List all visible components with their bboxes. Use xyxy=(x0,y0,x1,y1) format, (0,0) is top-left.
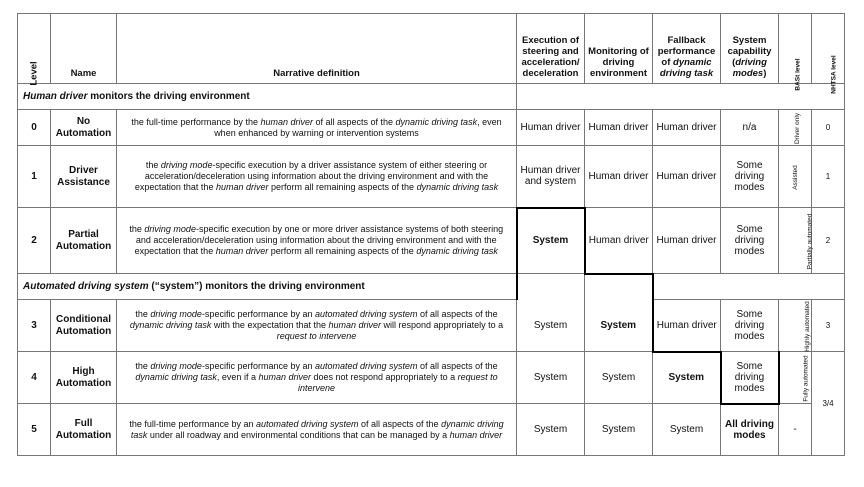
section-auto-spacer xyxy=(517,274,585,300)
bast-cell: Fully automated xyxy=(779,352,812,404)
fallback-cell: System xyxy=(653,404,721,456)
header-capability: System capability (driving modes) xyxy=(721,14,779,84)
narrative-text: -specific performance by an xyxy=(201,309,315,319)
section-auto-label: Automated driving system (“system”) monitors the driving environment xyxy=(18,274,517,300)
bast-cell: Highly automated xyxy=(779,300,812,352)
capability-cell: Some driving modes xyxy=(721,146,779,208)
narrative-text: perform all remaining aspects of the xyxy=(268,246,417,256)
level-number: 1 xyxy=(18,146,51,208)
narrative-term: dynamic driving task xyxy=(416,182,499,192)
level-name: Partial Automation xyxy=(51,208,117,274)
monitoring-cell: System xyxy=(585,404,653,456)
execution-cell: System xyxy=(517,404,585,456)
bast-cell: Assisted xyxy=(779,146,812,208)
bast-cell: Driver only xyxy=(779,110,812,146)
narrative-text: does not respond appropriately to a xyxy=(310,372,458,382)
level-number: 4 xyxy=(18,352,51,404)
level-number: 3 xyxy=(18,300,51,352)
bast-cell: - xyxy=(779,404,812,456)
narrative-text: -specific performance by an xyxy=(201,361,315,371)
monitoring-cell: Human driver xyxy=(585,110,653,146)
fallback-cell: Human driver xyxy=(653,146,721,208)
execution-cell: Human driver xyxy=(517,110,585,146)
capability-cell: Some driving modes xyxy=(721,208,779,274)
nhtsa-cell: 3 xyxy=(812,300,845,352)
header-level: Level xyxy=(18,14,51,84)
narrative-term: driving mode xyxy=(144,224,196,234)
header-execution: Execution of steering and acceleration/ deceleration xyxy=(517,14,585,84)
level-number: 2 xyxy=(18,208,51,274)
execution-cell: Human driver and system xyxy=(517,146,585,208)
narrative-cell xyxy=(117,300,517,352)
narrative-term: human driver xyxy=(260,116,313,127)
narrative-term: dynamic driving task xyxy=(416,246,498,256)
section-human-label: Human driver monitors the driving environment xyxy=(18,84,517,110)
capability-cell: n/a xyxy=(721,110,779,146)
table-row-level-4 xyxy=(18,352,845,404)
narrative-cell xyxy=(117,208,517,274)
narrative-term: human driver xyxy=(215,182,269,192)
narrative-text: the xyxy=(129,224,145,234)
header-narrative: Narrative definition xyxy=(117,14,517,84)
narrative-term: dynamic driving task xyxy=(130,418,504,440)
narrative-term: driving mode xyxy=(150,361,202,371)
table-row-level-0 xyxy=(18,110,845,146)
header-fallback: Fallback performance of dynamic driving task xyxy=(653,14,721,84)
narrative-cell xyxy=(117,404,517,456)
narrative-text: of all aspects of the xyxy=(312,116,396,127)
narrative-term: human driver xyxy=(258,372,311,382)
level-number: 5 xyxy=(18,404,51,456)
fallback-cell: Human driver xyxy=(653,208,721,274)
table-row-level-5 xyxy=(18,404,845,456)
nhtsa-cell: 1 xyxy=(812,146,845,208)
narrative-text: the xyxy=(135,361,151,371)
narrative-term: driving mode xyxy=(160,160,213,170)
header-monitoring: Monitoring of driving environment xyxy=(585,14,653,84)
capability-cell: Some driving modes xyxy=(721,300,779,352)
monitoring-cell: System xyxy=(585,352,653,404)
narrative-cell xyxy=(117,110,517,146)
header-nhtsa: NHTSA level xyxy=(812,14,845,84)
narrative-term: dynamic driving task xyxy=(135,372,217,382)
level-name: Driver Assistance xyxy=(51,146,117,208)
level-number: 0 xyxy=(18,110,51,146)
narrative-text: -specific execution by a driver assistance system of either steering or acceleration/deceleration using information about the driving environment and with the expectation that the xyxy=(134,160,489,192)
table-row-level-2 xyxy=(18,208,845,274)
narrative-text: with the expectation that the xyxy=(211,320,329,330)
table-row-level-3 xyxy=(18,300,845,352)
narrative-text: of all aspects of the xyxy=(417,361,498,371)
header-row xyxy=(18,14,845,84)
narrative-text: , even when enhanced by warning or intervention systems xyxy=(214,116,502,138)
monitoring-cell: System xyxy=(585,300,653,352)
bast-cell: Partially automated xyxy=(779,208,812,274)
narrative-text: -specific execution by one or more driver assistance systems of both steering and acceleration/deceleration using information about the driving environment and with the expectation that the xyxy=(134,224,504,256)
narrative-text: the xyxy=(135,309,151,319)
section-auto-spacer xyxy=(653,274,845,300)
level-name: Conditional Automation xyxy=(51,300,117,352)
narrative-text: of all aspects of the xyxy=(417,309,498,319)
narrative-term: automated driving system xyxy=(315,361,418,371)
level-name: Full Automation xyxy=(51,404,117,456)
monitoring-cell: Human driver xyxy=(585,208,653,274)
execution-cell: System xyxy=(517,352,585,404)
narrative-term: human driver xyxy=(328,320,382,330)
nhtsa-cell: 0 xyxy=(812,110,845,146)
narrative-text: perform all remaining aspects of the xyxy=(268,182,417,192)
automation-levels-table xyxy=(17,13,845,456)
narrative-term: dynamic driving task xyxy=(129,320,212,330)
execution-cell: System xyxy=(517,300,585,352)
levels-table-container xyxy=(17,13,844,456)
narrative-cell xyxy=(117,146,517,208)
narrative-text: the full-time performance by an xyxy=(129,418,256,429)
table-row-level-1 xyxy=(18,146,845,208)
narrative-term: automated driving system xyxy=(255,418,359,429)
narrative-term: human driver xyxy=(449,429,503,440)
capability-cell: Some driving modes xyxy=(721,352,779,404)
fallback-cell: System xyxy=(653,352,721,404)
nhtsa-cell: 2 xyxy=(812,208,845,274)
narrative-text: under all roadway and environmental conditions that can be managed by a xyxy=(147,429,450,440)
monitoring-cell: Human driver xyxy=(585,146,653,208)
fallback-cell: Human driver xyxy=(653,300,721,352)
narrative-term: driving mode xyxy=(150,309,202,319)
level-name: No Automation xyxy=(51,110,117,146)
header-name: Name xyxy=(51,14,117,84)
section-automated-system xyxy=(18,274,845,300)
narrative-cell xyxy=(117,352,517,404)
header-bast: BASt level xyxy=(779,14,812,84)
narrative-term: human driver xyxy=(215,246,269,256)
section-auto-spacer xyxy=(585,274,653,300)
level-name: High Automation xyxy=(51,352,117,404)
capability-cell: All driving modes xyxy=(721,404,779,456)
narrative-text: , even if a xyxy=(216,372,259,382)
narrative-text: the xyxy=(145,160,161,170)
narrative-term: dynamic driving task xyxy=(395,116,478,127)
nhtsa-cell: 3/4 xyxy=(812,352,845,456)
narrative-text: of all aspects of the xyxy=(358,418,442,429)
narrative-term: request to intervene xyxy=(297,372,498,393)
narrative-text: will respond appropriately to a xyxy=(381,320,504,330)
narrative-text: the full-time performance by the xyxy=(131,116,261,127)
narrative-term: automated driving system xyxy=(315,309,418,319)
fallback-cell: Human driver xyxy=(653,110,721,146)
section-human-driver xyxy=(18,84,845,110)
narrative-term: request to intervene xyxy=(276,331,357,341)
execution-cell: System xyxy=(517,208,585,274)
